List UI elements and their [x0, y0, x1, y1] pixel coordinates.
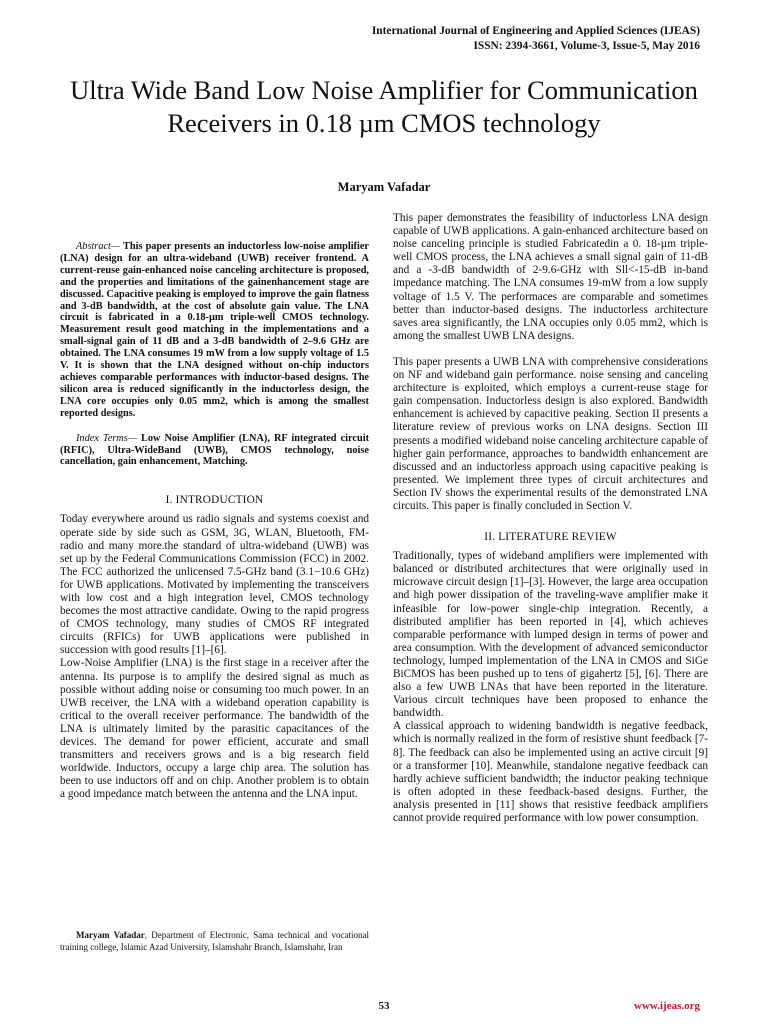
abstract-label: Abstract— [76, 241, 121, 252]
journal-name: International Journal of Engineering and Applied Sciences (IJEAS) [371, 25, 700, 37]
footnote-author: Maryam Vafadar [76, 930, 145, 940]
index-terms [60, 433, 369, 469]
paper-title: Ultra Wide Band Low Noise Amplifier for Communication Receivers in 0.18 µm CMOS technology [70, 75, 698, 138]
literature-paragraph-2: A classical approach to widening bandwidth is negative feedback, which is normally realized in the form of resistive shunt feedback [7-8]. The feedback can also be implemented using an active circuit [9] or a transformer [10]. Meanwhile, standalone negative feedback can hardly achieve sufficient bandwidth; the inductor peaking technique is often adopted in these feedback-based designs. Further, the analysis presented in [11] shows that resistive feedback amplifiers cannot provide required performance with low power consumption. [393, 720, 708, 825]
intro-paragraph-2: Low-Noise Amplifier (LNA) is the first stage in a receiver after the antenna. Its purpose is to amplify the desired signal as much as possible without adding noise or consuming too much power. In an UWB receiver, the LNA with a wideband operation capability is critical to the overall receiver performance. The bandwidth of the LNA is ultimately limited by the parasitic capacitances of the devices. The demand for power efficient, accurate and small transmitters and receivers grows and is a big research field worldwide. Inductors, occupy a large chip area. The solution has been to use inductors off and on chip. Another problem is to obtain a good impedance match between the antenna and the LNA input. [60, 657, 369, 801]
journal-website-link[interactable]: www.ijeas.org [634, 1000, 700, 1012]
page-number: 53 [378, 1000, 390, 1012]
right-column [393, 212, 708, 825]
footnote-affiliation: , Department of Electronic, Sama technical and vocational training college, Islamic Azad University, Islamshahr Branch, Islamshahr, Iran [60, 930, 369, 952]
left-column [60, 212, 369, 801]
abstract-text: This paper presents an inductorless low-noise amplifier (LNA) design for an ultra-wideband (UWB) receiver frontend. A current-reuse gain-enhanced noise canceling architecture is proposed, and the properties and limitations of the gainenhancement stage are discussed. Capacitive peaking is employed to improve the gain flatness and 3-dB bandwidth, at the cost of absolute gain value. The LNA circuit is fabricated in a 0.18-µm triple-well CMOS technology. Measurement result good matching in the implementations and a small-signal gain of 11 dB and a 3-dB bandwidth of 2–9.6 GHz are obtained. The LNA consumes 19 mW from a low supply voltage of 1.5 V. It is shown that the LNA designed without on-chip inductors achieves comparable performances with inductor-based designs. The silicon area is reduced significantly in the inductorless design, the LNA core occupies only 0.05 mm2, which is among the smallest reported designs. [60, 241, 369, 419]
journal-issn: ISSN: 2394-3661, Volume-3, Issue-5, May 2016 [473, 40, 700, 52]
index-terms-text: Low Noise Amplifier (LNA), RF integrated circuit (RFIC), Ultra-WideBand (UWB), CMOS technology, noise cancellation, gain enhancement, Matching. [60, 432, 369, 468]
abstract [60, 241, 369, 420]
intro-paragraph-1: Today everywhere around us radio signals and systems coexist and operate side by side such as GSM, 3G, WLAN, Bluetooth, FM-radio and many more.the standard of ultra-wideband (UWB) was set up by the Federal Communications Commission (FCC) in 2002. The FCC authorized the unlicensed 7.5-GHz band (3.1−10.6 GHz) for UWB applications. Motivated by implementing the transceivers with low cost and a high integration level, CMOS technology becomes the most attractive candidate. Owing to the rapid progress of CMOS technology, many studies of CMOS RF integrated circuits (RFICs) for UWB applications were published in succession with good results [1]–[6]. [60, 513, 369, 657]
section-heading-literature-review: II. LITERATURE REVIEW [484, 531, 617, 544]
index-terms-label: Index Terms— [76, 432, 137, 444]
literature-paragraph-1: Traditionally, types of wideband amplifiers were implemented with balanced or distributed architectures that were originally used in microwave circuit design [1]–[3]. However, the large area occupation and high power dissipation of the traveling-wave amplifier make it infeasible for low-power single-chip integration. Recently, a distributed amplifier has been reported in [4], which achieves comparable performance with lumped design in terms of power and area consumption. With the development of advanced semiconductor technology, lumped implementation of the LNA in CMOS and SiGe BiCMOS has been pushed up to tens of gigahertz [5], [6]. There are also a few UWB LNAs that have been reported in the literature. Various circuit techniques have been proposed to enhance the bandwidth. [393, 550, 708, 720]
author-name: Maryam Vafadar [337, 180, 431, 194]
author-footnote [60, 930, 369, 953]
right-paragraph-2: This paper presents a UWB LNA with comprehensive considerations on NF and wideband gain performance. noise sensing and canceling architecture is exploited, which employs a current-reuse stage for gain compensation. Inductorless design is also explored. Bandwidth enhancement is achieved by capacitive peaking. Section II presents a literature review of previous works on LNA designs. Section III presents a modified wideband noise canceling architecture capable of higher gain performance, approaches to bandwidth enhancement are discussed and an inductorless approach using capacitive peaking is presented. We implement three types of circuit architectures and Section IV shows the experimental results of the demonstrated LNA circuits. This paper is finally concluded in Section V. [393, 355, 708, 512]
right-paragraph-1: This paper demonstrates the feasibility of inductorless LNA design capable of UWB applications. A gain-enhanced architecture based on noise canceling principle is studied Fabricatedin a 0. 18-µm triple-well CMOS process, the LNA achieves a small signal gain of 11-dB and a -3-dB bandwidth of 2-9.6-GHz with Sll<-15-dB in-band impedance matching. The LNA consumes 19-mW from a low supply voltage of 1.5 V. The performaces are comparable and sometimes better than inductor-based designs. The inductorless architecture saves area significantly, the LNA occupies only 0.05 mm2, which is among the smallest UWB LNA designs. [393, 212, 708, 342]
section-heading-introduction: I. INTRODUCTION [165, 494, 264, 507]
journal-header [372, 24, 700, 54]
